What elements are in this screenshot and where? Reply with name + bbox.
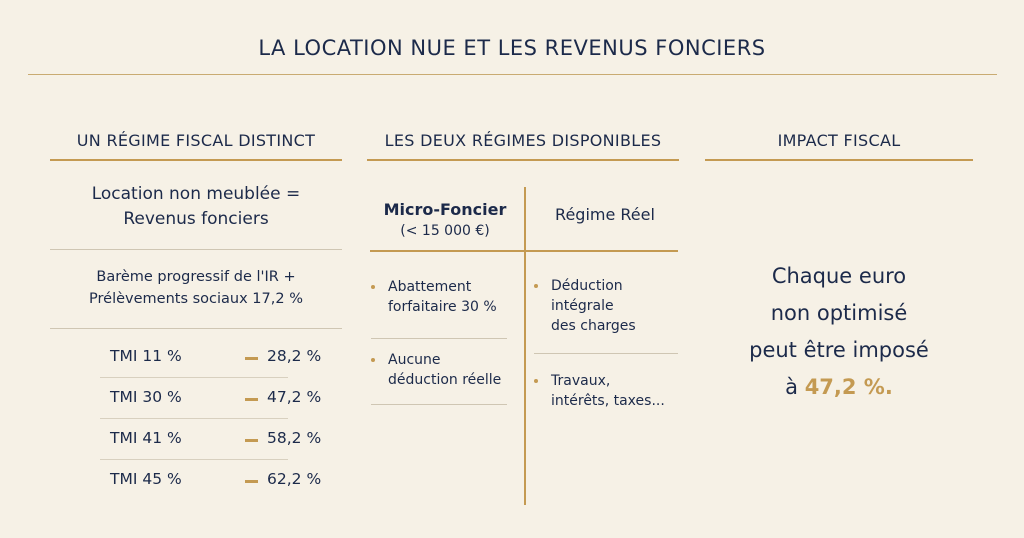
dash-icon (245, 439, 258, 442)
tmi-label: TMI 41 % (110, 429, 182, 447)
col1-main-line1: Location non meublée = (91, 184, 301, 204)
list-item (371, 350, 521, 392)
col1-main-line2: Revenus fonciers (123, 209, 269, 229)
tmi-divider (100, 418, 288, 419)
col1-divider-1 (50, 249, 342, 250)
regimes-vertical-divider (524, 187, 526, 505)
list-item-text (388, 277, 497, 317)
impact-line4-prefix: à (785, 375, 805, 399)
list-item-line: forfaitaire 30 % (388, 299, 497, 315)
tmi-row (50, 388, 340, 412)
tmi-label: TMI 11 % (110, 347, 182, 365)
list-item-line: des charges (551, 318, 636, 334)
col2-heading: LES DEUX RÉGIMES DISPONIBLES (384, 131, 662, 150)
tmi-divider (100, 377, 288, 378)
col1-sub-line1: Barème progressif de l'IR + (96, 269, 296, 285)
regimes-horizontal-divider (370, 250, 678, 252)
col1-sub-line2: Prélèvements sociaux 17,2 % (89, 291, 303, 307)
list-item-line: Travaux, (551, 373, 611, 389)
tmi-divider (100, 459, 288, 460)
bullet-icon (371, 358, 375, 362)
col1-divider-2 (50, 328, 342, 329)
impact-rate-highlight: 47,2 %. (804, 375, 893, 399)
dash-icon (245, 357, 258, 360)
col1-heading-underline (50, 159, 342, 161)
list-item-line: Déduction (551, 278, 623, 294)
micro-foncier-title: Micro-Foncier (383, 200, 507, 219)
tmi-label: TMI 45 % (110, 470, 182, 488)
col3-heading: IMPACT FISCAL (777, 131, 901, 150)
list-item-line: Abattement (388, 279, 472, 295)
tmi-label: TMI 30 % (110, 388, 182, 406)
reel-divider (534, 353, 678, 354)
bullet-icon (534, 284, 538, 288)
tmi-row (50, 429, 340, 453)
list-item-line: Aucune (388, 352, 441, 368)
impact-line3: peut être imposé (749, 338, 929, 362)
regime-reel-title: Régime Réel (555, 205, 655, 224)
col1-main-text (50, 182, 342, 232)
page-title: LA LOCATION NUE ET LES REVENUS FONCIERS (258, 36, 766, 60)
bullet-icon (534, 379, 538, 383)
impact-line4 (705, 369, 973, 406)
title-underline (28, 74, 997, 75)
micro-divider (371, 338, 507, 339)
list-item (371, 277, 521, 319)
list-item (534, 276, 679, 338)
list-item-text (551, 276, 636, 336)
list-item-line: déduction réelle (388, 372, 502, 388)
tmi-value: 28,2 % (267, 347, 322, 365)
col1-sub-text (50, 266, 342, 310)
col2-heading-underline (367, 159, 679, 161)
micro-foncier-header (370, 198, 520, 241)
impact-line1: Chaque euro (771, 264, 907, 288)
tmi-value: 58,2 % (267, 429, 322, 447)
tmi-row (50, 347, 340, 371)
regime-reel-header (530, 203, 680, 226)
impact-statement (705, 258, 973, 406)
tmi-value: 47,2 % (267, 388, 322, 406)
dash-icon (245, 398, 258, 401)
tmi-row (50, 470, 340, 494)
list-item-text (388, 350, 501, 390)
list-item (534, 371, 679, 413)
micro-divider (371, 404, 507, 405)
col1-heading: UN RÉGIME FISCAL DISTINCT (76, 131, 316, 150)
list-item-line: intégrale (551, 298, 614, 314)
tmi-value: 62,2 % (267, 470, 322, 488)
list-item-line: intérêts, taxes... (551, 393, 665, 409)
dash-icon (245, 480, 258, 483)
micro-foncier-subtitle: (< 15 000 €) (400, 223, 490, 239)
col3-heading-underline (705, 159, 973, 161)
bullet-icon (371, 285, 375, 289)
impact-line2: non optimisé (770, 301, 908, 325)
list-item-text (551, 371, 665, 411)
